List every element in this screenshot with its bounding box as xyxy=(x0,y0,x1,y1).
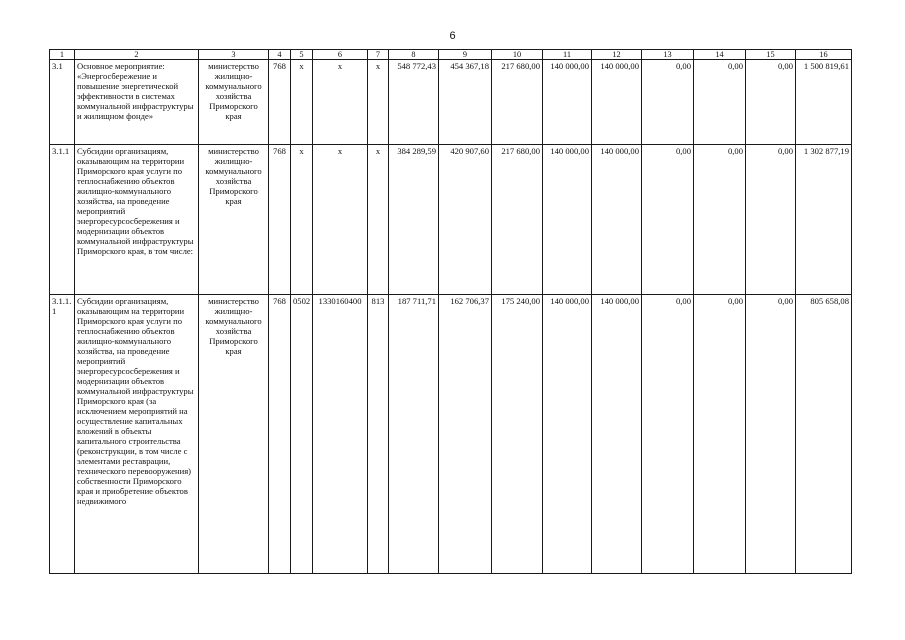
amount-cell: 0,00 xyxy=(746,145,796,295)
item-description: Субсидии организациям, оказывающим на территории Приморского края услуги по теплоснабжению объектов жилищно-коммунального хозяйства, на проведение мероприятий энергоресурсосбережения и модернизации объектов коммунальной инфраструктуры Приморского края, в том числе: xyxy=(75,145,199,295)
column-header: 4 xyxy=(269,50,291,60)
item-description: Основное мероприятие: «Энергосбережение и повышение энергетической эффективности в системах коммунальной инфраструктуры и жилищном фонде» xyxy=(75,60,199,145)
column-header: 2 xyxy=(75,50,199,60)
table-cell: х xyxy=(313,145,368,295)
amount-cell: 217 680,00 xyxy=(492,145,543,295)
table-cell: х xyxy=(368,60,389,145)
column-header: 8 xyxy=(389,50,439,60)
amount-cell: 548 772,43 xyxy=(389,60,439,145)
column-header: 12 xyxy=(592,50,642,60)
responsible-executor: министерство жилищно-коммунального хозяйства Приморского края xyxy=(199,145,269,295)
amount-cell: 0,00 xyxy=(694,145,746,295)
amount-cell: 140 000,00 xyxy=(592,295,642,574)
table-row xyxy=(50,60,852,145)
amount-cell: 140 000,00 xyxy=(592,145,642,295)
amount-cell: 187 711,71 xyxy=(389,295,439,574)
table-cell: х xyxy=(291,145,313,295)
amount-cell: 140 000,00 xyxy=(592,60,642,145)
amount-cell: 140 000,00 xyxy=(543,145,592,295)
table-cell: х xyxy=(291,60,313,145)
amount-cell: 140 000,00 xyxy=(543,295,592,574)
item-code: 3.1.1 xyxy=(50,145,75,295)
amount-cell: 454 367,18 xyxy=(439,60,492,145)
table-cell: 0502 xyxy=(291,295,313,574)
amount-cell: 217 680,00 xyxy=(492,60,543,145)
amount-cell: 0,00 xyxy=(642,295,694,574)
item-code: 3.1 xyxy=(50,60,75,145)
column-header: 6 xyxy=(313,50,368,60)
table-row xyxy=(50,145,852,295)
responsible-executor: министерство жилищно-коммунального хозяйства Приморского края xyxy=(199,295,269,574)
amount-cell: 0,00 xyxy=(642,145,694,295)
column-header: 10 xyxy=(492,50,543,60)
table-cell: х xyxy=(313,60,368,145)
table-cell: 813 xyxy=(368,295,389,574)
amount-cell: 420 907,60 xyxy=(439,145,492,295)
table-row xyxy=(50,295,852,574)
table-cell: 1330160400 xyxy=(313,295,368,574)
column-header: 1 xyxy=(50,50,75,60)
amount-cell: 0,00 xyxy=(694,295,746,574)
column-header: 11 xyxy=(543,50,592,60)
amount-cell: 0,00 xyxy=(642,60,694,145)
table-cell: 768 xyxy=(269,60,291,145)
budget-table xyxy=(49,49,852,574)
column-number-row xyxy=(50,50,852,60)
responsible-executor: министерство жилищно-коммунального хозяйства Приморского края xyxy=(199,60,269,145)
column-header: 9 xyxy=(439,50,492,60)
table-cell: 768 xyxy=(269,295,291,574)
table-cell: х xyxy=(368,145,389,295)
amount-cell: 384 289,59 xyxy=(389,145,439,295)
item-code: 3.1.1.1 xyxy=(50,295,75,574)
total-cell: 1 500 819,61 xyxy=(796,60,852,145)
column-header: 16 xyxy=(796,50,852,60)
column-header: 14 xyxy=(694,50,746,60)
page-number: 6 xyxy=(449,30,456,42)
column-header: 13 xyxy=(642,50,694,60)
column-header: 5 xyxy=(291,50,313,60)
total-cell: 805 658,08 xyxy=(796,295,852,574)
total-cell: 1 302 877,19 xyxy=(796,145,852,295)
amount-cell: 0,00 xyxy=(694,60,746,145)
column-header: 7 xyxy=(368,50,389,60)
item-description: Субсидии организациям, оказывающим на территории Приморского края услуги по теплоснабжению объектов жилищно-коммунального хозяйства, на проведение мероприятий энергоресурсосбережения и модернизации объектов коммунальной инфраструктуры Приморского края (за исключением мероприятий на осуществление капитальных вложений в объекты капитального строительства (реконструкции, в том числе с элементами реставрации, технического перевооружения) собственности Приморского края и приобретение объектов недвижимого xyxy=(75,295,199,574)
amount-cell: 0,00 xyxy=(746,60,796,145)
column-header: 15 xyxy=(746,50,796,60)
amount-cell: 175 240,00 xyxy=(492,295,543,574)
amount-cell: 162 706,37 xyxy=(439,295,492,574)
column-header: 3 xyxy=(199,50,269,60)
amount-cell: 0,00 xyxy=(746,295,796,574)
table-cell: 768 xyxy=(269,145,291,295)
amount-cell: 140 000,00 xyxy=(543,60,592,145)
